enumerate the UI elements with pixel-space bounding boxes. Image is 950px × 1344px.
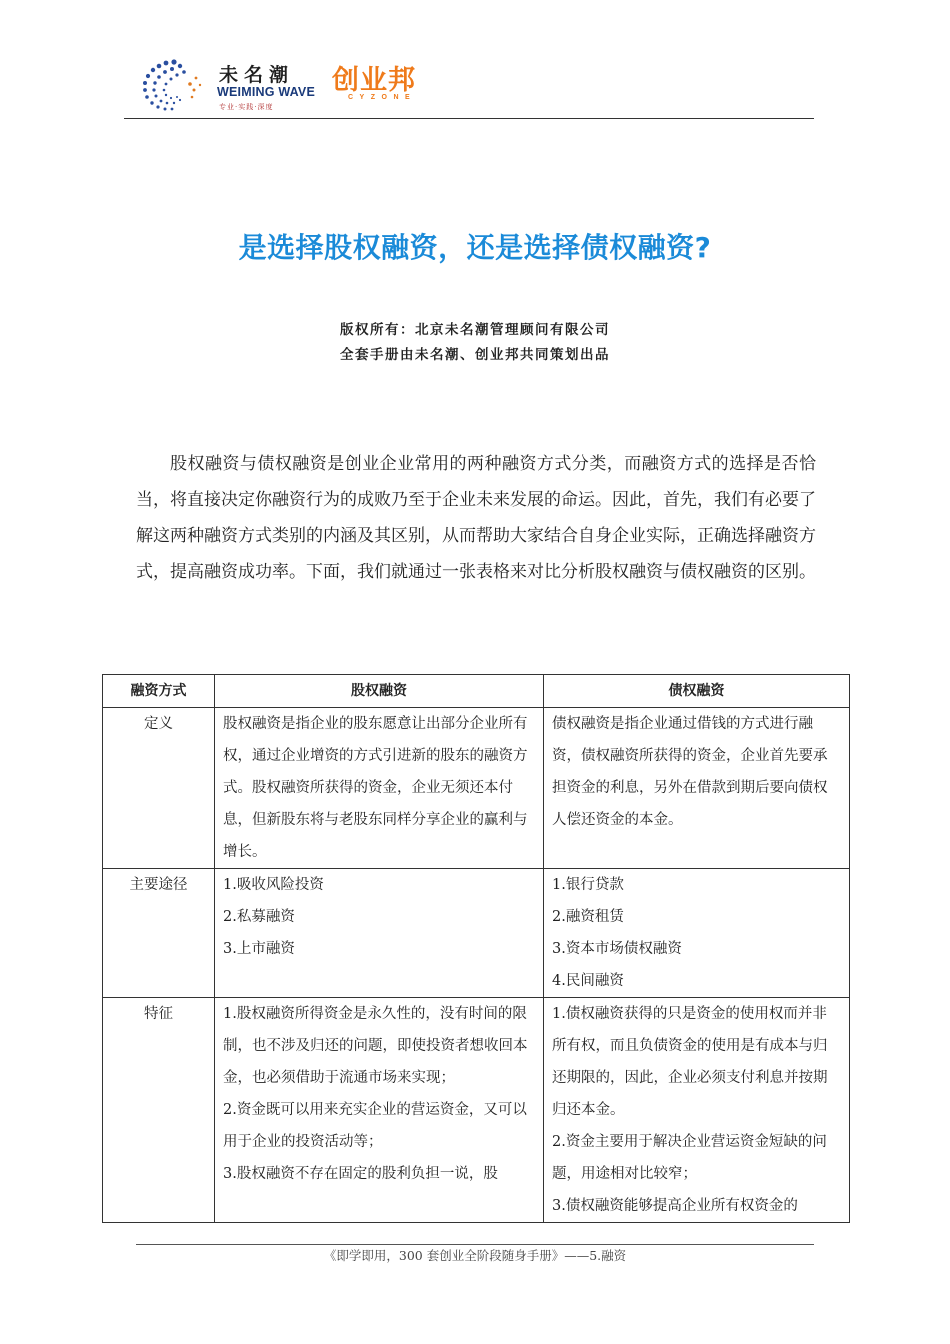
cell-text: 3.股权融资不存在固定的股利负担一说，股 (223, 1166, 498, 1182)
cell-text: 2.资金既可以用来充实企业的营运资金，又可以用于企业的投资活动等； (223, 1102, 527, 1150)
header-divider (124, 118, 814, 119)
cell-text: 2.融资租赁 (552, 909, 624, 925)
debt-cell (544, 708, 850, 869)
table-header-cell: 融资方式 (103, 675, 215, 708)
cell-text: 3.上市融资 (223, 941, 295, 957)
cell-text: 1.吸收风险投资 (223, 877, 324, 893)
equity-cell (215, 869, 544, 998)
table-row (103, 708, 850, 869)
cell-text: 债权融资是指企业通过借钱的方式进行融资，债权融资所获得的资金，企业首先要承担资金的利息，另外在借款到期后要向债权人偿还资金的本金。 (552, 716, 828, 828)
copyright-line: 全套手册由未名潮、创业邦共同策划出品 (340, 347, 610, 363)
debt-cell (544, 998, 850, 1223)
partner-logo-cn: 创业邦 (332, 65, 416, 96)
debt-cell (544, 869, 850, 998)
weiming-wave-logo-icon (134, 54, 208, 116)
page-footer: 《即学即用，300 套创业全阶段随身手册》——5.融资 (323, 1248, 627, 1263)
cell-text: 2.私募融资 (223, 909, 295, 925)
cell-text: 4.民间融资 (552, 973, 624, 989)
table-header-cell: 债权融资 (544, 675, 850, 708)
cell-text: 3.债权融资能够提高企业所有权资金的 (552, 1198, 798, 1214)
copyright-block (0, 318, 950, 368)
table-row (103, 998, 850, 1223)
intro-paragraph: 股权融资与债权融资是创业企业常用的两种融资方式分类，而融资方式的选择是否恰当，将直接决定你融资行为的成败乃至于企业未来发展的命运。因此，首先，我们有必要了解这两种融资方式类别的内涵及其区别，从而帮助大家结合自身企业实际，正确选择融资方式，提高融资成功率。下面，我们就通过一张表格来对比分析股权融资与债权融资的区别。 (136, 454, 816, 582)
brand-name-en: WEIMING WAVE (217, 85, 315, 99)
page-title: 是选择股权融资，还是选择债权融资? (238, 231, 712, 264)
brand-name-cn: 未名潮 (219, 64, 295, 86)
cell-text: 1.银行贷款 (552, 877, 624, 893)
table-header-cell: 股权融资 (215, 675, 544, 708)
brand-slogan: 专业·实践·深度 (219, 103, 274, 111)
equity-cell (215, 708, 544, 869)
copyright-line: 版权所有：北京未名潮管理顾问有限公司 (340, 322, 610, 338)
cell-text: 股权融资是指企业的股东愿意让出部分企业所有权，通过企业增资的方式引进新的股东的融资方式。股权融资所获得的资金，企业无须还本付息，但新股东将与老股东同样分享企业的赢利与增长。 (223, 716, 528, 860)
cell-text: 2.资金主要用于解决企业营运资金短缺的问题，用途相对比较窄； (552, 1134, 827, 1182)
comparison-table (102, 674, 850, 1223)
row-label: 主要途径 (103, 869, 215, 998)
table-header-row (103, 675, 850, 708)
cell-text: 1.股权融资所得资金是永久性的，没有时间的限制，也不涉及归还的问题，即使投资者想收回本金，也必须借助于流通市场来实现； (223, 1006, 528, 1086)
row-label: 特征 (103, 998, 215, 1223)
table-row (103, 869, 850, 998)
footer-divider (136, 1244, 814, 1245)
partner-logo-en: CYZONE (348, 94, 417, 101)
cell-text: 3.资本市场债权融资 (552, 941, 682, 957)
page-header (124, 50, 814, 120)
cell-text: 1.债权融资获得的只是资金的使用权而并非所有权，而且负债资金的使用是有成本与归还期限的，因此，企业必须支付利息并按期归还本金。 (552, 1006, 828, 1118)
equity-cell (215, 998, 544, 1223)
row-label: 定义 (103, 708, 215, 869)
